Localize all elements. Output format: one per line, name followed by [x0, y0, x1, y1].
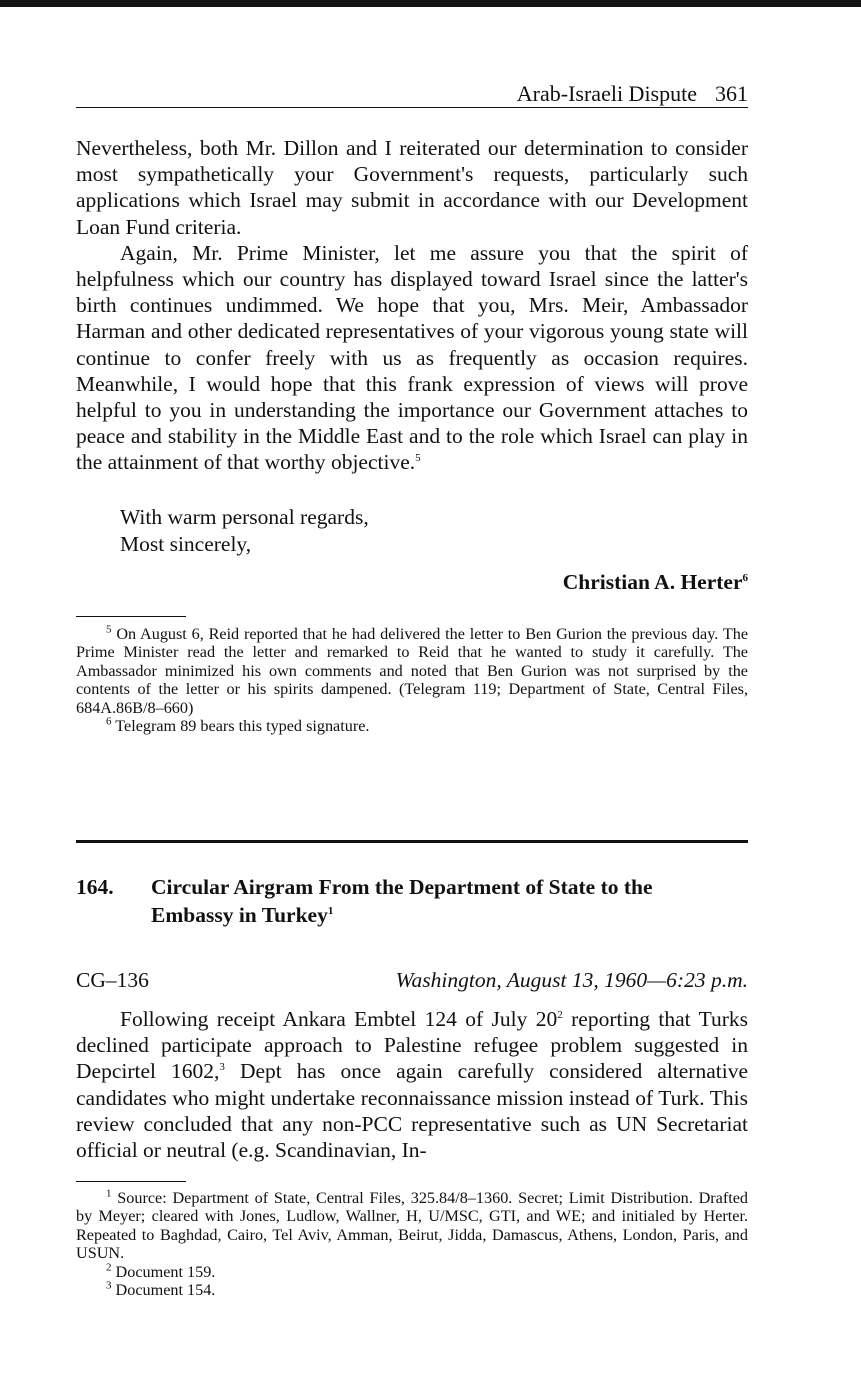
document-paragraph — [76, 1006, 748, 1163]
letter-paragraph-2-text: Again, Mr. Prime Minister, let me assure you that the spirit of helpfulness which our country has displayed toward Israel since the latter's birth continues undimmed. We hope that you, Mrs. Meir, Ambassador Harman and other dedicated representatives of your vigorous young state will continue to confer freely with us as frequently as occasion requires. Meanwhile, I would hope that this frank expression of views will prove helpful to you in understanding the importance our Government attaches to peace and stability in the Middle East and to the role which Israel can play in the attainment of that worthy objective. — [76, 240, 748, 475]
document-id: CG–136 — [76, 968, 149, 992]
footnote — [76, 717, 748, 735]
footnote-rule — [76, 616, 186, 617]
footnote-rule — [76, 1181, 186, 1182]
footnote-ref-1: 1 — [327, 904, 334, 917]
footnote-marker: 5 — [106, 623, 112, 636]
section-divider — [76, 840, 748, 843]
header-rule — [76, 107, 748, 108]
scan-top-border — [0, 0, 861, 7]
footnote-text: Document 159. — [115, 1262, 216, 1281]
footnote-ref-6: 6 — [742, 571, 748, 584]
document-number: 164. — [76, 875, 114, 899]
footnote-text: On August 6, Reid reported that he had delivered the letter to Ben Gurion the previous day. The Prime Minister read the letter and remarked to Reid that he wanted to study it carefully. The Ambassador minimized his own comments and noted that Ben Gurion was not surprised by the contents of the letter or his spirits dampened. (Telegram 119; Department of State, Central Files, 684A.86B/8–660) — [76, 625, 749, 717]
footnote — [76, 1189, 748, 1263]
running-head-title: Arab-Israeli Dispute — [516, 81, 697, 106]
footnote — [76, 625, 748, 717]
signature-name: Christian A. Herter — [562, 570, 743, 594]
running-head — [76, 80, 748, 108]
signature — [563, 568, 748, 596]
footnote-text: Document 154. — [115, 1281, 216, 1300]
document-body — [76, 1006, 748, 1163]
document-text-3: Dept has once again carefully considered alternative candidates who might undertake reconnaissance mission instead of Turk. This review concluded that any non-PCC representative such as UN Secretariat official or neutral (e.g. Scandinavian, In- — [76, 1059, 748, 1163]
letter-body — [76, 135, 748, 476]
letter-paragraph-2 — [76, 240, 748, 476]
document-title — [151, 873, 731, 929]
footnote-ref-5: 5 — [415, 452, 421, 465]
letter-footnotes — [76, 625, 748, 735]
footnote-marker: 6 — [106, 715, 112, 728]
footnote-marker: 3 — [106, 1279, 112, 1292]
document-place-date: Washington, August 13, 1960—6:23 p.m. — [395, 968, 748, 992]
document-title-text: Circular Airgram From the Department of State to the Embassy in Turkey — [151, 875, 653, 927]
footnote-ref-2: 2 — [557, 1008, 563, 1021]
document-text-2: reporting that Turks declined participate approach to Palestine refugee problem suggested in Depcirtel 1602, — [76, 1007, 748, 1084]
document-text-1: Following receipt Ankara Embtel 124 of July 20 — [120, 1007, 558, 1031]
footnote — [76, 1263, 748, 1281]
footnote-ref-3: 3 — [219, 1061, 225, 1074]
footnote-text: Source: Department of State, Central Files, 325.84/8–1360. Secret; Limit Distribution. Drafted by Meyer; cleared with Jones, Ludlow, Wallner, H, U/MSC, GTI, and WE; and initialed by Herter. Repeated to Baghdad, Cairo, Tel Aviv, Amman, Beirut, Jidda, Damascus, Athens, London, Paris, and USUN. — [76, 1189, 749, 1263]
footnote — [76, 1281, 748, 1299]
footnote-marker: 2 — [106, 1261, 112, 1274]
closing-sincerely: Most sincerely, — [120, 532, 252, 556]
letter-paragraph-1: Nevertheless, both Mr. Dillon and I reiterated our determination to consider most sympathetically your Government's requests, particularly such applications which Israel may submit in accordance with our Development Loan Fund criteria. — [76, 136, 748, 239]
footnote-marker: 1 — [106, 1187, 112, 1200]
closing-regards: With warm personal regards, — [120, 505, 369, 529]
document-footnotes — [76, 1189, 748, 1299]
footnote-text: Telegram 89 bears this typed signature. — [115, 717, 370, 736]
page-number: 361 — [715, 81, 748, 106]
